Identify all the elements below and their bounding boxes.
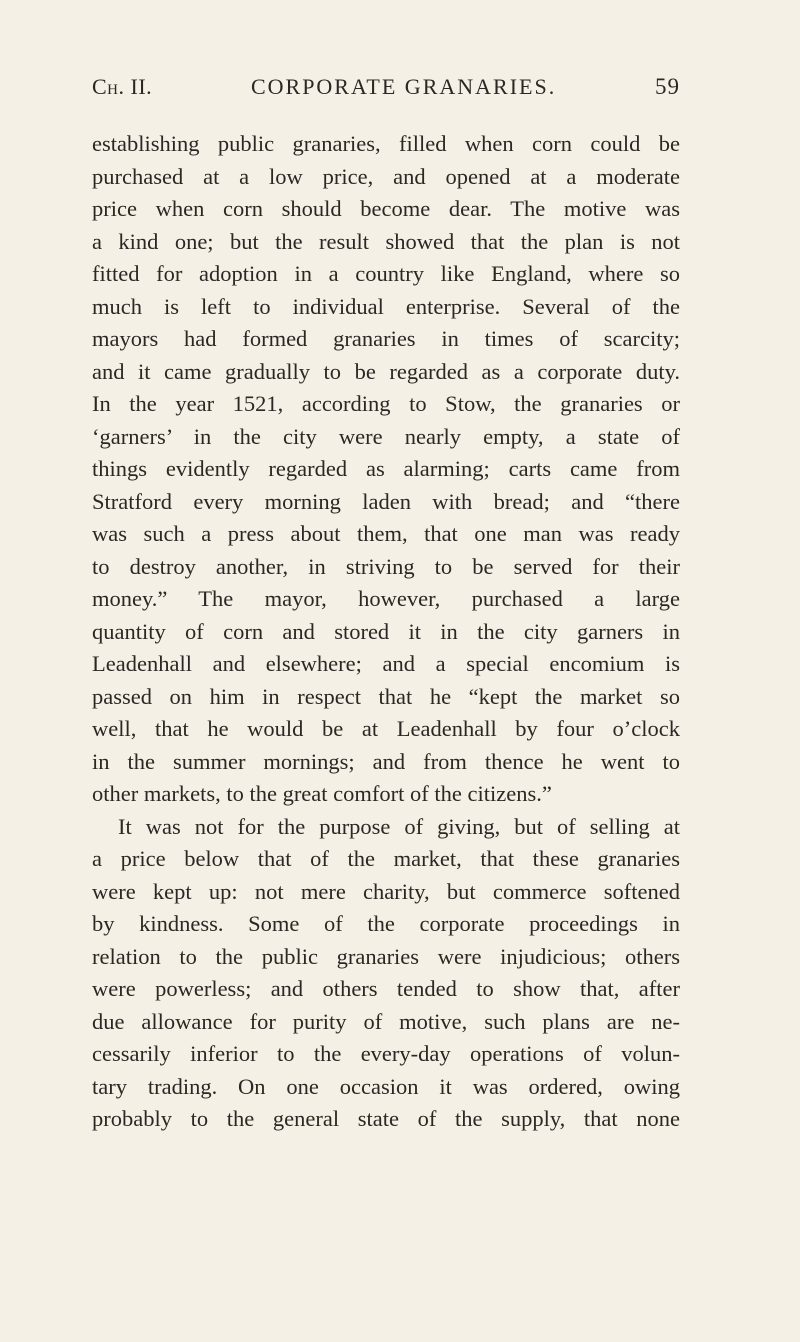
text-line: things evidently regarded as alarming; carts came from [92,456,680,481]
text-line: fitted for adoption in a country like England, where so [92,261,680,286]
text-line: probably to the general state of the supply, that none [92,1106,680,1131]
text-line: Stratford every morning laden with bread; and “there [92,488,680,514]
chapter-label: Ch. II. [92,74,153,99]
text-line: price when corn should become dear. The motive was [92,196,680,221]
text-line: mayors had formed granaries in times of scarcity; [92,326,680,351]
text-line: due allowance for purity of motive, such plans are ne- [92,1008,680,1034]
text-line: was such a press about them, that one man was ready [92,521,680,546]
body-text [92,128,680,1136]
text-line: tary trading. On one occasion it was ordered, owing [92,1073,680,1099]
text-line: passed on him in respect that he “kept the market so [92,683,680,709]
text-line: by kindness. Some of the corporate proceedings in [92,911,680,936]
text-line: Leadenhall and elsewhere; and a special encomium is [92,651,680,676]
text-line: relation to the public granaries were injudicious; others [92,943,680,969]
text-line: to destroy another, in striving to be served for their [92,553,680,579]
text-line: In the year 1521, according to Stow, the granaries or [92,391,680,416]
text-line: were kept up: not mere charity, but commerce softened [92,878,680,904]
text-line: and it came gradually to be regarded as a corporate duty. [92,358,680,384]
page-number: 59 [655,74,680,99]
text-line: other markets, to the great comfort of the citizens.” [92,781,552,806]
text-line: were powerless; and others tended to show that, after [92,976,680,1001]
text-line: cessarily inferior to the every-day operations of volun- [92,1041,680,1066]
text-line: a kind one; but the result showed that the plan is not [92,228,680,254]
text-line: purchased at a low price, and opened at a moderate [92,163,680,189]
text-line: in the summer mornings; and from thence he went to [92,748,680,774]
text-line: quantity of corn and stored it in the city garners in [92,618,680,644]
text-line: much is left to individual enterprise. Several of the [92,293,680,319]
text-line: well, that he would be at Leadenhall by four o’clock [92,716,680,741]
text-line: It was not for the purpose of giving, but of selling at [118,813,680,839]
text-line: money.” The mayor, however, purchased a large [92,586,680,611]
running-head [92,74,680,114]
text-line: ‘garners’ in the city were nearly empty, a state of [92,423,680,449]
text-line: a price below that of the market, that these granaries [92,846,680,871]
running-title: CORPORATE GRANARIES. [250,74,557,99]
text-line: establishing public granaries, filled when corn could be [92,131,680,156]
